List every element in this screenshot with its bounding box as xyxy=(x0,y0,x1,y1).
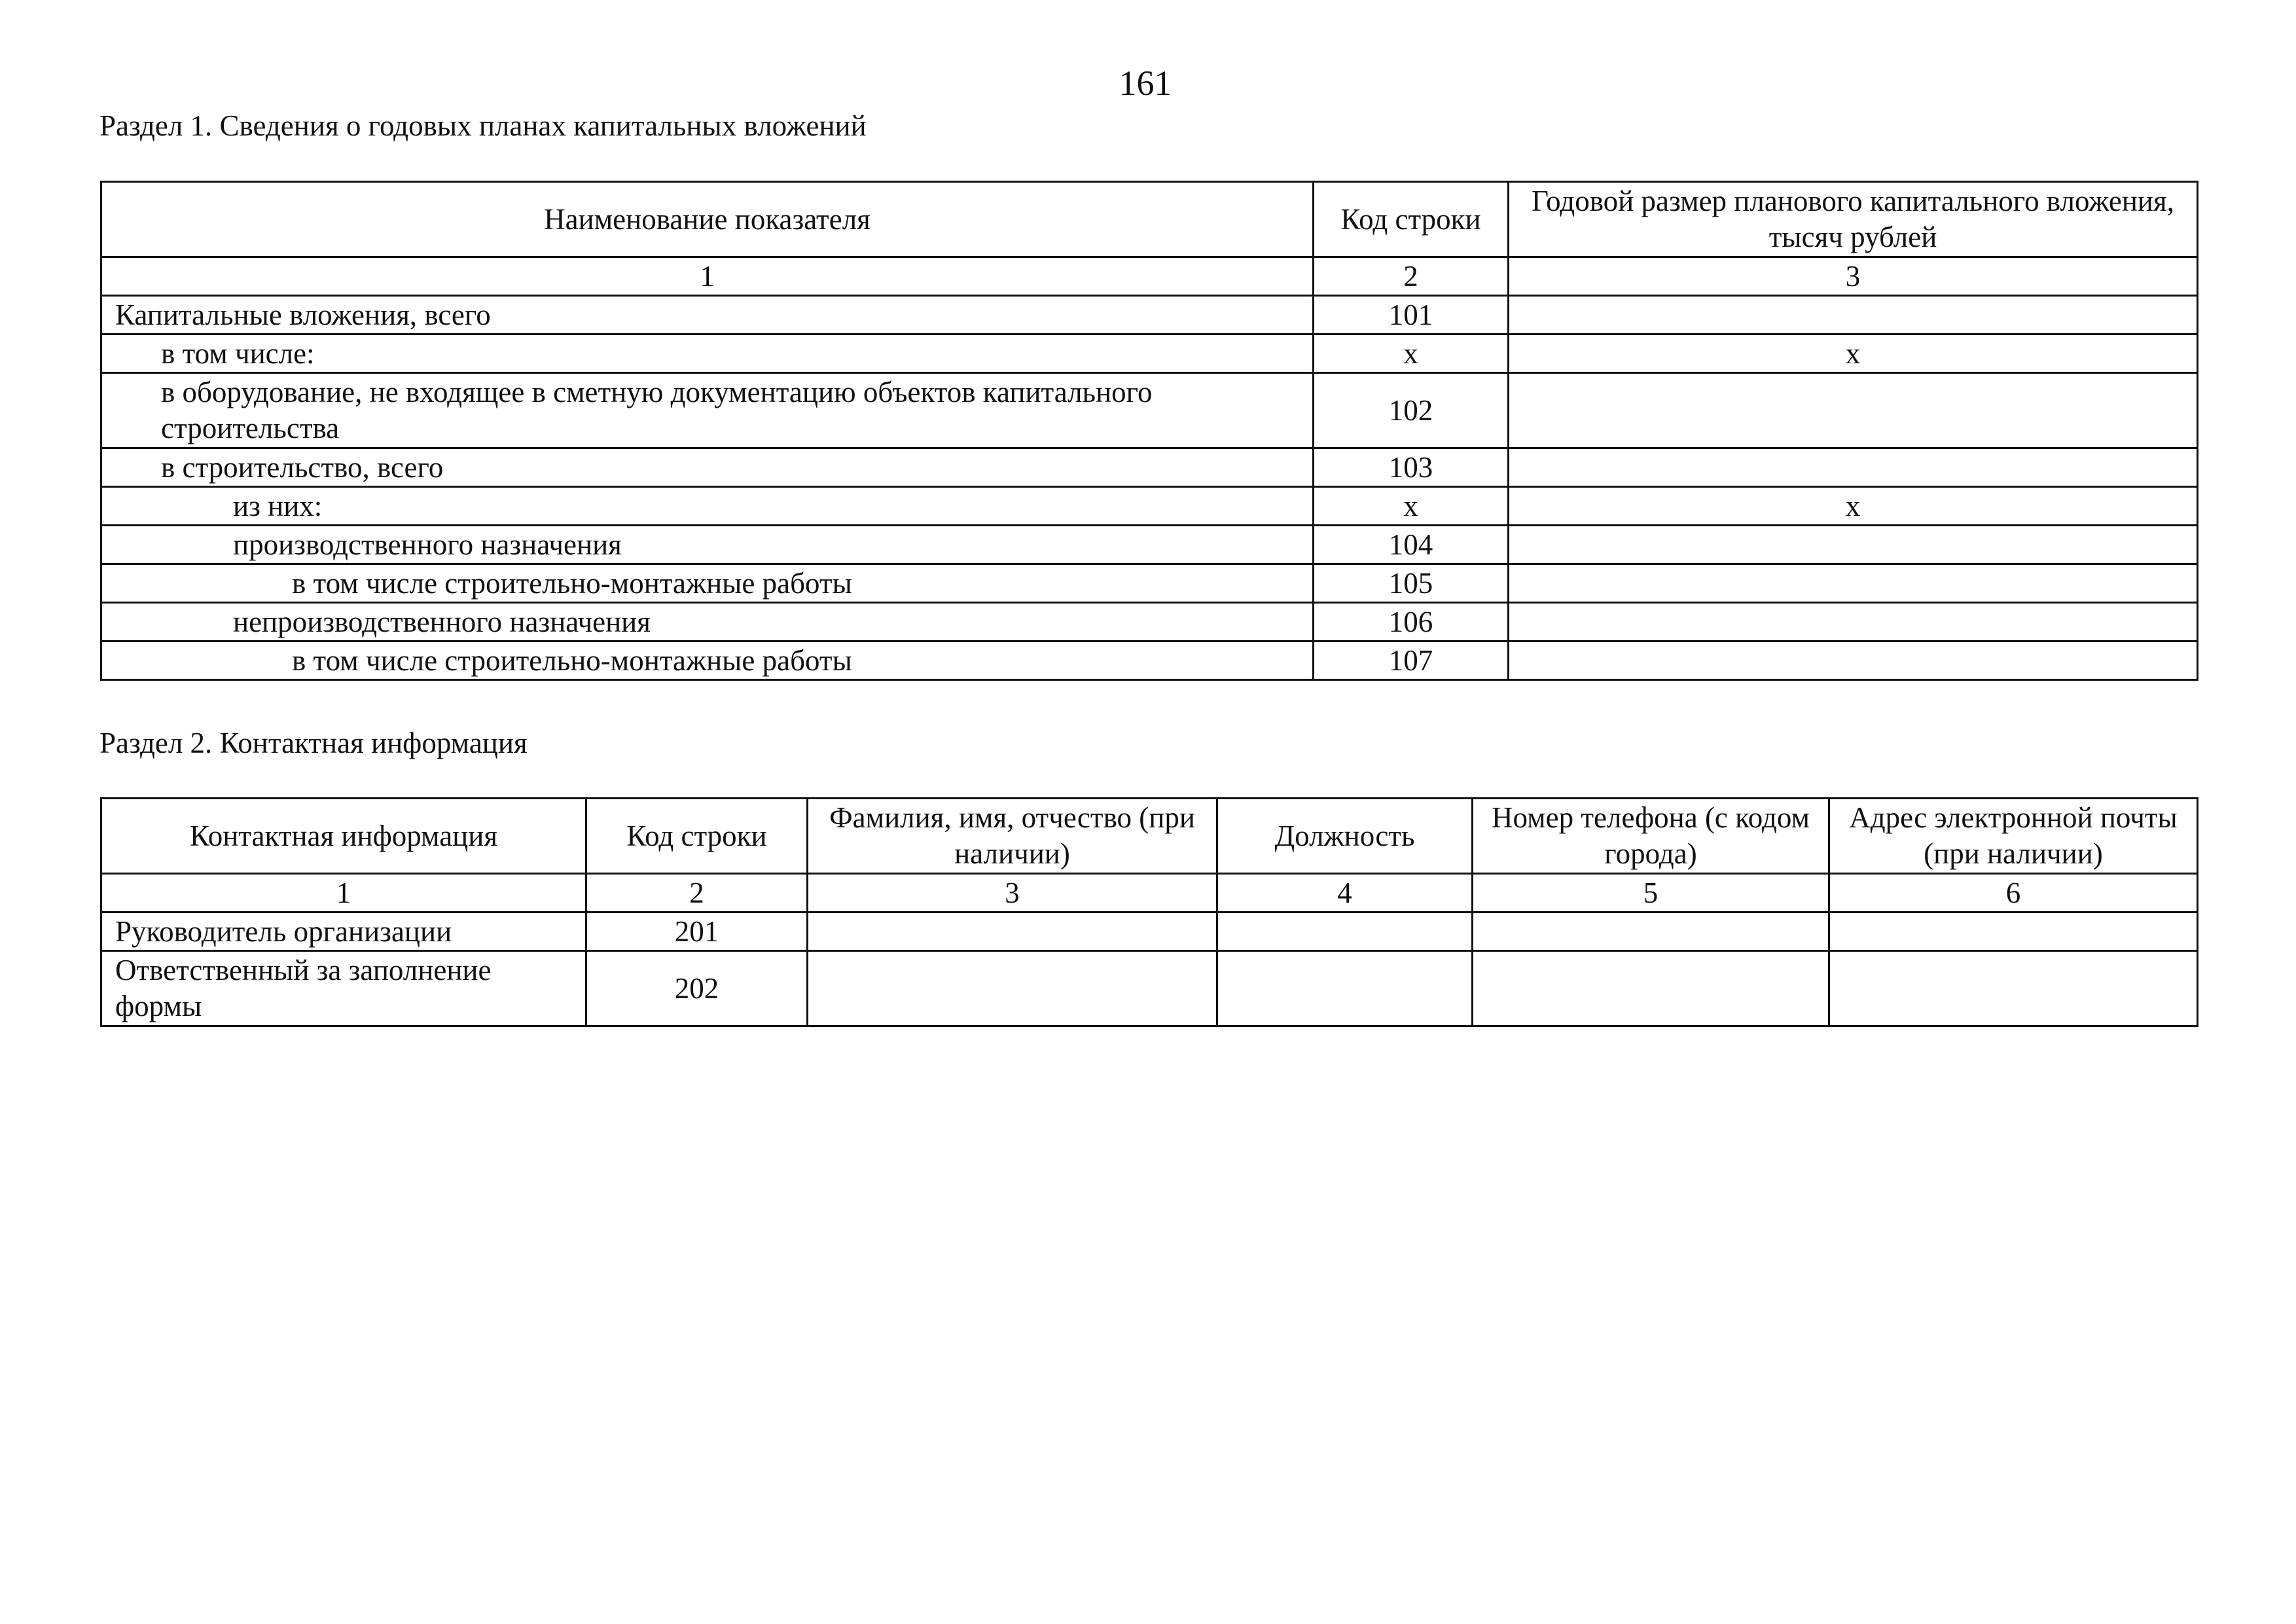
row-label: в оборудование, не входящее в сметную документацию объектов капитального строительства xyxy=(101,373,1314,448)
row-label: непроизводственного назначения xyxy=(101,603,1314,641)
page-number: 161 xyxy=(1119,63,1172,103)
table-row xyxy=(101,334,2198,373)
row-label: из них: xyxy=(101,487,1314,526)
column-number: 2 xyxy=(586,874,808,912)
row-code: 107 xyxy=(1314,641,1509,680)
table-row xyxy=(101,564,2198,603)
table-row xyxy=(101,912,2198,951)
row-code: 104 xyxy=(1314,526,1509,564)
phone-cell[interactable] xyxy=(1473,951,1829,1026)
section-1-title: Раздел 1. Сведения о годовых планах капитальных вложений xyxy=(99,109,867,142)
contact-info-table xyxy=(100,797,2198,1027)
table-row xyxy=(101,448,2198,487)
header-annual-plan-value: Годовой размер планового капитального вложения, тысяч рублей xyxy=(1509,182,2198,257)
row-label: Ответственный за заполнение формы xyxy=(101,951,586,1026)
position-cell[interactable] xyxy=(1217,951,1473,1026)
full-name-cell[interactable] xyxy=(808,951,1217,1026)
table-row xyxy=(101,487,2198,526)
row-code: 103 xyxy=(1314,448,1509,487)
row-label: в том числе строительно-монтажные работы xyxy=(101,641,1314,680)
value-cell[interactable] xyxy=(1509,526,2198,564)
row-code: 105 xyxy=(1314,564,1509,603)
column-number-row xyxy=(101,874,2198,912)
value-cell: x xyxy=(1509,334,2198,373)
header-row-code: Код строки xyxy=(586,799,808,874)
table-row xyxy=(101,373,2198,448)
value-cell[interactable] xyxy=(1509,564,2198,603)
table-row xyxy=(101,603,2198,641)
column-number: 3 xyxy=(808,874,1217,912)
column-number: 3 xyxy=(1509,257,2198,296)
phone-cell[interactable] xyxy=(1473,912,1829,951)
column-number: 4 xyxy=(1217,874,1473,912)
row-code: 102 xyxy=(1314,373,1509,448)
header-contact-info: Контактная информация xyxy=(101,799,586,874)
column-number: 6 xyxy=(1829,874,2198,912)
table-row xyxy=(101,526,2198,564)
table-row xyxy=(101,951,2198,1026)
header-phone: Номер телефона (с кодом города) xyxy=(1473,799,1829,874)
row-code: x xyxy=(1314,487,1509,526)
row-label: производственного назначения xyxy=(101,526,1314,564)
column-number: 1 xyxy=(101,874,586,912)
header-indicator-name: Наименование показателя xyxy=(101,182,1314,257)
position-cell[interactable] xyxy=(1217,912,1473,951)
table-row xyxy=(101,296,2198,334)
table-header-row xyxy=(101,182,2198,257)
table-row xyxy=(101,641,2198,680)
row-code: 106 xyxy=(1314,603,1509,641)
value-cell: x xyxy=(1509,487,2198,526)
capital-investment-table xyxy=(100,181,2198,681)
column-number: 2 xyxy=(1314,257,1509,296)
column-number-row xyxy=(101,257,2198,296)
value-cell[interactable] xyxy=(1509,296,2198,334)
full-name-cell[interactable] xyxy=(808,912,1217,951)
section-2-title: Раздел 2. Контактная информация xyxy=(99,727,528,759)
value-cell[interactable] xyxy=(1509,641,2198,680)
row-label: в том числе строительно-монтажные работы xyxy=(101,564,1314,603)
row-code: x xyxy=(1314,334,1509,373)
value-cell[interactable] xyxy=(1509,448,2198,487)
value-cell[interactable] xyxy=(1509,603,2198,641)
column-number: 1 xyxy=(101,257,1314,296)
row-code: 202 xyxy=(586,951,808,1026)
row-label: Капитальные вложения, всего xyxy=(101,296,1314,334)
header-full-name: Фамилия, имя, отчество (при наличии) xyxy=(808,799,1217,874)
email-cell[interactable] xyxy=(1829,912,2198,951)
row-code: 201 xyxy=(586,912,808,951)
email-cell[interactable] xyxy=(1829,951,2198,1026)
header-email: Адрес электронной почты (при наличии) xyxy=(1829,799,2198,874)
row-label: Руководитель организации xyxy=(101,912,586,951)
value-cell[interactable] xyxy=(1509,373,2198,448)
table-header-row xyxy=(101,799,2198,874)
header-row-code: Код строки xyxy=(1314,182,1509,257)
header-position: Должность xyxy=(1217,799,1473,874)
row-label: в том числе: xyxy=(101,334,1314,373)
column-number: 5 xyxy=(1473,874,1829,912)
row-label: в строительство, всего xyxy=(101,448,1314,487)
row-code: 101 xyxy=(1314,296,1509,334)
